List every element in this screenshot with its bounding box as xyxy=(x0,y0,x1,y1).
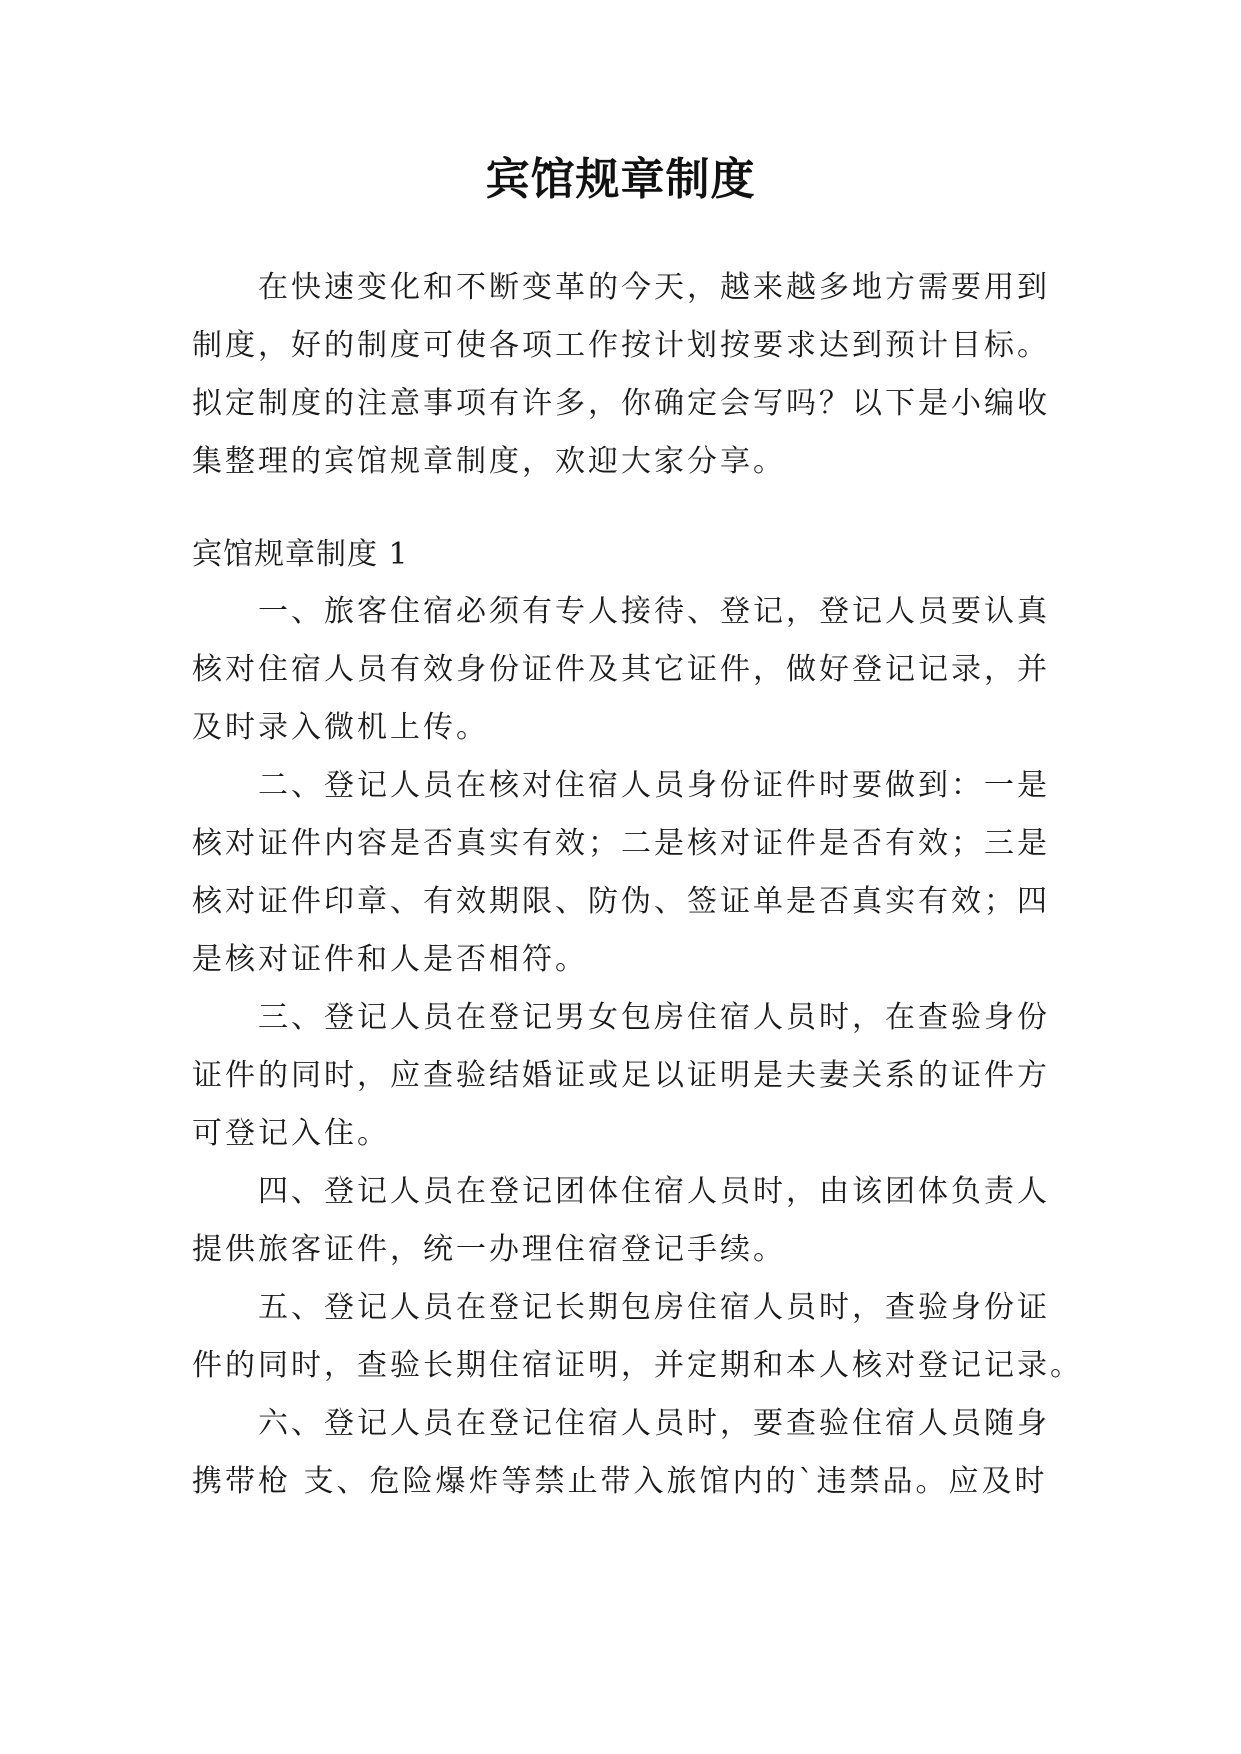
item3-line: 三、登记人员在登记男女包房住宿人员时，在查验身份 xyxy=(258,1000,1050,1035)
section-heading: 宾馆规章制度 1 xyxy=(192,537,409,572)
intro-line: 拟定制度的注意事项有许多，你确定会写吗？以下是小编收 xyxy=(192,386,1050,421)
item6-line: 六、登记人员在登记住宿人员时，要查验住宿人员随身 xyxy=(258,1406,1050,1441)
item1-line: 一、旅客住宿必须有专人接待、登记，登记人员要认真 xyxy=(258,594,1050,629)
item5-line: 件的同时，查验长期住宿证明，并定期和本人核对登记记录。 xyxy=(192,1348,1083,1383)
item2-line: 二、登记人员在核对住宿人员身份证件时要做到：一是 xyxy=(258,768,1050,803)
item2-line: 是核对证件和人是否相符。 xyxy=(192,942,588,977)
intro-line: 制度，好的制度可使各项工作按计划按要求达到预计目标。 xyxy=(192,328,1050,363)
item2-line: 核对证件内容是否真实有效；二是核对证件是否有效；三是 xyxy=(192,826,1050,861)
intro-line: 集整理的宾馆规章制度，欢迎大家分享。 xyxy=(192,444,786,479)
item1-line: 及时录入微机上传。 xyxy=(192,710,489,745)
item4-line: 提供旅客证件，统一办理住宿登记手续。 xyxy=(192,1232,786,1267)
item4-line: 四、登记人员在登记团体住宿人员时，由该团体负责人 xyxy=(258,1174,1050,1209)
document-title: 宾馆规章制度 xyxy=(485,154,756,205)
item3-line: 可登记入住。 xyxy=(192,1116,390,1151)
intro-line: 在快速变化和不断变革的今天，越来越多地方需要用到 xyxy=(258,270,1050,305)
item2-line: 核对证件印章、有效期限、防伪、签证单是否真实有效；四 xyxy=(192,884,1050,919)
item5-line: 五、登记人员在登记长期包房住宿人员时，查验身份证 xyxy=(258,1290,1050,1325)
item6-line: 携带枪 支、危险爆炸等禁止带入旅馆内的`违禁品。应及时 xyxy=(192,1464,1048,1499)
item3-line: 证件的同时，应查验结婚证或足以证明是夫妻关系的证件方 xyxy=(192,1058,1050,1093)
item1-line: 核对住宿人员有效身份证件及其它证件，做好登记记录，并 xyxy=(192,652,1050,687)
